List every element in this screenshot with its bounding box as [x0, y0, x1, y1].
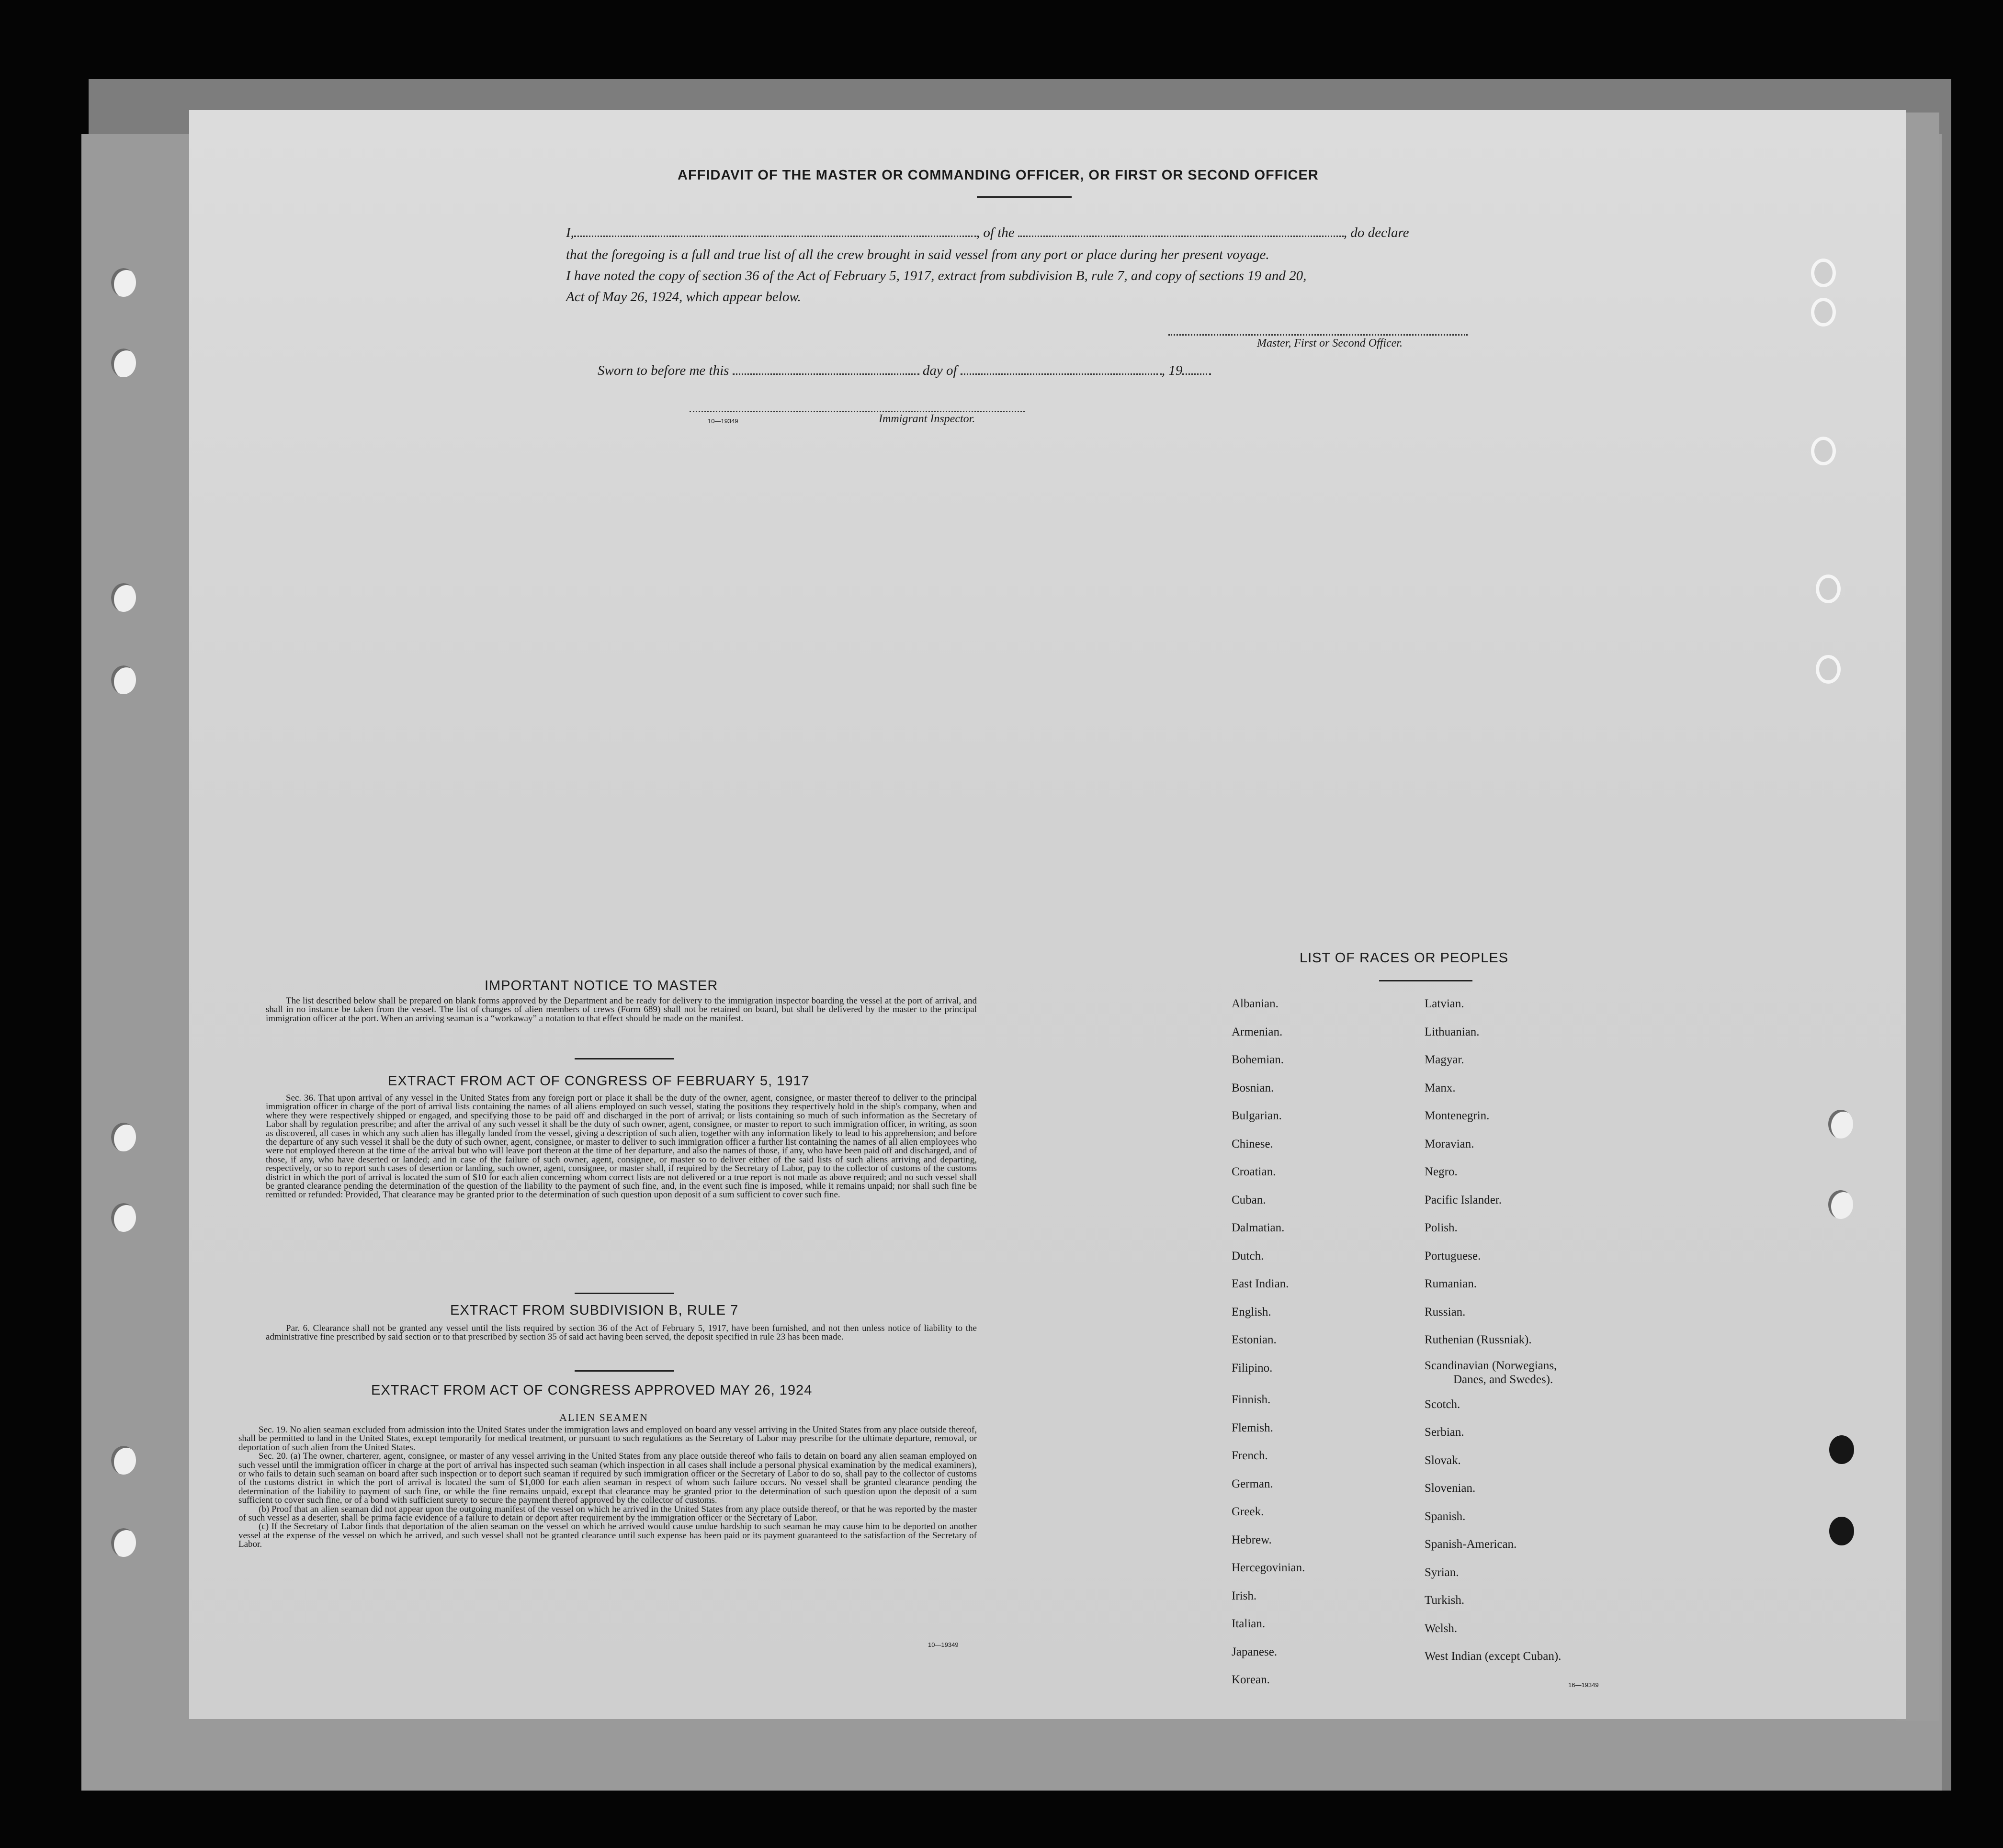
punch-hole-icon [1829, 1517, 1854, 1545]
race-item: German. [1232, 1477, 1273, 1490]
race-item: French. [1232, 1449, 1268, 1462]
race-item: Spanish-American. [1425, 1538, 1517, 1551]
punch-hole-icon [111, 1123, 136, 1151]
race-item: Manx. [1425, 1081, 1456, 1094]
notice-title: IMPORTANT NOTICE TO MASTER [485, 978, 718, 993]
sworn-year-field[interactable] [1182, 363, 1211, 375]
race-item: Turkish. [1425, 1594, 1465, 1607]
race-item: Slovenian. [1425, 1482, 1476, 1495]
race-item: Ruthenian (Russniak). [1425, 1333, 1532, 1346]
race-item: Cuban. [1232, 1193, 1266, 1206]
punch-hole-icon [111, 1446, 136, 1475]
race-item: Rumanian. [1425, 1277, 1477, 1290]
race-item: Estonian. [1232, 1333, 1277, 1346]
section-divider [575, 1058, 674, 1059]
races-form-number: 16—19349 [1568, 1681, 1599, 1689]
sworn-day-field[interactable] [733, 363, 919, 375]
punch-hole-icon [1816, 655, 1841, 684]
punch-hole-icon [111, 349, 136, 377]
punch-hole-icon [111, 583, 136, 612]
race-item: Chinese. [1232, 1137, 1273, 1150]
race-item-scandinavian: Scandinavian (Norwegians, Danes, and Swedes). [1425, 1359, 1557, 1386]
affidavit-line-2: that the foregoing is a full and true list of all the crew brought in said vessel from any port or place during her present voyage. [566, 247, 1269, 262]
extract-rule7-text: Par. 6. Clearance shall not be granted any vessel until the lists required by section 36 of the Act of February 5, 1917, have been furnished, and not then unless notice of liability to the administrative fine prescribed by said section or to that prescribed by section 35 of said act having been served, the deposit specified in rule 23 has been made. [266, 1323, 977, 1342]
notice-text: The list described below shall be prepared on blank forms approved by the Department and be ready for delivery to the immigration inspector boarding the vessel at the port of arrival, and shall in no instance be taken from the vessel. The list of changes of alien members of crews (Form 689) shall not be retained on board, but shall be delivered by the master to the principal immigration officer at the port. When an arriving seaman is a “workaway” a notation to that effect should be made on the manifest. [266, 996, 977, 1024]
race-item: Negro. [1425, 1165, 1458, 1178]
race-item: Montenegrin. [1425, 1109, 1490, 1122]
section-divider [575, 1293, 674, 1294]
race-item: Italian. [1232, 1617, 1266, 1630]
punch-hole-icon [1816, 575, 1841, 603]
extract-1924-text: Sec. 19. No alien seaman excluded from admission into the United States under the immigration laws and employed on board any vessel arriving in the United States from any place outside thereof, shall be permitted to land in the United States, except temporarily for medical treatment, or pursuant to such regulations as the Secretary of Labor may prescribe for the ultimate departure, removal, or deportation of such alien from the United States. Sec. 20. (a) The owner, charterer, agent, consignee, or master of any vessel arriving in the United States from any place outside thereof who fails to detain on board any alien seaman employed on such vessel until the immigration officer in charge at the port of arrival has inspected such seaman (which inspection in all cases shall include a personal physical examination by the medical examiners), or who fails to detain such seaman on board after such inspection or to deport such seaman if required by such immigration officer or the Secretary of Labor to do so, shall pay to the collector of customs of the customs district in which the port of arrival is located the sum of $1,000 for each alien seaman in respect of whom such failure occurs. No vessel shall be granted clearance pending the determination of the liability to payment of such fine, or while the fine remains unpaid, except that clearance may be granted prior to the determination of such question upon the deposit of a sum sufficient to cover such fine, or of a bond with sufficient surety to secure the payment thereof approved by the collector of customs. (b) Proof that an alien seaman did not appear upon the outgoing manifest of the vessel on which he arrived in the United States from any place outside thereof, or that he was reported by the master of such vessel as a deserter, shall be prima facie evidence of a failure to detain or deport after requirement by the immigration officer or the Secretary of Labor. (c) If the Secretary of Labor finds that deportation of the alien seaman on the vessel on which he arrived would cause undue hardship to such seaman he may cause him to be deported on another vessel at the expense of the vessel on which he arrived, and such vessel shall not be granted clearance until such expense has been paid or its payment guaranteed to the satisfaction of the Secretary of Labor. [238, 1425, 977, 1550]
race-item: Serbian. [1425, 1426, 1464, 1439]
race-item: West Indian (except Cuban). [1425, 1650, 1562, 1663]
extract-rule7-title: EXTRACT FROM SUBDIVISION B, RULE 7 [450, 1303, 739, 1318]
affidavit-line-4: Act of May 26, 1924, which appear below. [566, 289, 801, 304]
race-item: Syrian. [1425, 1566, 1459, 1579]
inspector-signature-line[interactable] [690, 402, 1025, 412]
race-item: Hebrew. [1232, 1533, 1272, 1546]
race-item: Flemish. [1232, 1421, 1273, 1434]
extract-1917-title: EXTRACT FROM ACT OF CONGRESS OF FEBRUARY 5, 1917 [388, 1073, 810, 1089]
extract-1917-text: Sec. 36. That upon arrival of any vessel in the United States from any foreign port or place it shall be the duty of the owner, agent, consignee, or master thereof to deliver to the principal immigration officer in charge of the port of arrival lists containing the names of all aliens employed on such vessel, stating the positions they respectively hold in the ship's company, when and where they were respectively shipped or engaged, and specifying those to be paid off and discharged in the port of arrival; or lists containing so much of such information as the Secretary of Labor shall by regulation prescribe; and after the arrival of any such vessel it shall be the duty of such owner, agent, consignee, or master to report to such immigration officer, in writing, as soon as discovered, all cases in which any such alien has illegally landed from the vessel, giving a description of such alien, together with any information likely to lead to his apprehension; and before the departure of any such vessel it shall be the duty of such owner, agent, consignee, or master to deliver to such immigration officer a further list containing the names of all alien employees who were not employed thereon at the time of the arrival but who will leave port thereon at the time of her departure, and also the names of those, if any, who have been paid off and discharged, and of those, if any, who have deserted or landed; and in case of the failure of such owner, agent, consignee, or master so to deliver either of the said lists of such aliens arriving and departing, respectively, or so to report such cases of desertion or landing, such owner, agent, consignee, or master shall, if required by the Secretary of Labor, pay to the collector of customs of the customs district in which the port of arrival is located the sum of $10 for each alien concerning whom correct lists are not delivered or a true report is not made as above required; and no such vessel shall be granted clearance pending the determination of the question of the liability to the payment of such fine, and, in the event such fine is imposed, while it remains unpaid; nor shall such fine be remitted or refunded: Provided, That clearance may be granted prior to the determination of such question upon deposit of a sum sufficient to cover such fine. [266, 1093, 977, 1200]
race-item: Polish. [1425, 1221, 1458, 1234]
race-item: Japanese. [1232, 1645, 1278, 1658]
vessel-field[interactable] [1018, 225, 1344, 237]
race-item: Bosnian. [1232, 1081, 1274, 1094]
race-item: Bohemian. [1232, 1053, 1284, 1066]
race-item: Portuguese. [1425, 1249, 1481, 1262]
punch-hole-icon [1811, 437, 1836, 465]
race-item: Dutch. [1232, 1249, 1264, 1262]
race-item: Irish. [1232, 1589, 1257, 1602]
affidavit-line-3: I have noted the copy of section 36 of the Act of February 5, 1917, extract from subdivision B, rule 7, and copy of sections 19 and 20, [566, 268, 1307, 283]
extract-form-number: 10—19349 [928, 1641, 959, 1648]
affidavit-line-1: I, , of the , do declare [566, 225, 1409, 240]
punch-hole-icon [111, 268, 136, 297]
race-item: Albanian. [1232, 997, 1279, 1010]
race-item: Russian. [1425, 1305, 1466, 1318]
punch-hole-icon [1811, 298, 1836, 327]
race-item: Spanish. [1425, 1510, 1466, 1523]
sworn-line: Sworn to before me this day of , 19 [598, 363, 1211, 379]
race-item: Pacific Islander. [1425, 1193, 1502, 1206]
extract-1924-subtitle: ALIEN SEAMEN [559, 1411, 648, 1423]
race-item: Dalmatian. [1232, 1221, 1285, 1234]
race-item: Bulgarian. [1232, 1109, 1282, 1122]
punch-hole-icon [111, 665, 136, 694]
race-item: Scotch. [1425, 1397, 1460, 1411]
race-item: Magyar. [1425, 1053, 1464, 1066]
race-item: Welsh. [1425, 1622, 1458, 1635]
race-item: Filipino. [1232, 1361, 1273, 1375]
race-item: English. [1232, 1305, 1271, 1318]
master-signature-line[interactable] [1168, 325, 1468, 336]
master-label: Master, First or Second Officer. [1257, 337, 1403, 349]
races-left-column [1232, 990, 1305, 1694]
extract-1924-title: EXTRACT FROM ACT OF CONGRESS APPROVED MAY 26, 1924 [371, 1383, 813, 1398]
name-field[interactable] [574, 225, 976, 237]
races-title-rule [1379, 980, 1472, 981]
race-item: Moravian. [1425, 1137, 1474, 1150]
races-title: LIST OF RACES OR PEOPLES [1300, 950, 1509, 966]
punch-hole-icon [111, 1203, 136, 1232]
punch-hole-icon [1828, 1190, 1853, 1219]
sworn-month-field[interactable] [961, 363, 1162, 375]
punch-hole-icon [111, 1528, 136, 1557]
affidavit-form-number: 10—19349 [708, 417, 738, 425]
title-rule [977, 196, 1072, 198]
race-item: Latvian. [1425, 997, 1464, 1010]
punch-hole-icon [1829, 1435, 1854, 1464]
race-item: Slovak. [1425, 1454, 1461, 1467]
race-item: Korean. [1232, 1673, 1270, 1686]
race-item: East Indian. [1232, 1277, 1289, 1290]
race-item: Armenian. [1232, 1025, 1283, 1038]
race-item: Greek. [1232, 1505, 1264, 1518]
section-divider [575, 1370, 674, 1372]
inspector-label: Immigrant Inspector. [879, 413, 975, 425]
punch-hole-icon [1811, 259, 1836, 287]
races-right-column [1425, 990, 1561, 1671]
race-item: Croatian. [1232, 1165, 1276, 1178]
punch-hole-icon [1828, 1110, 1853, 1138]
race-item: Lithuanian. [1425, 1025, 1480, 1038]
race-item: Hercegovinian. [1232, 1561, 1305, 1574]
race-item: Finnish. [1232, 1393, 1271, 1406]
affidavit-title: AFFIDAVIT OF THE MASTER OR COMMANDING OFFICER, OR FIRST OR SECOND OFFICER [678, 168, 1319, 183]
